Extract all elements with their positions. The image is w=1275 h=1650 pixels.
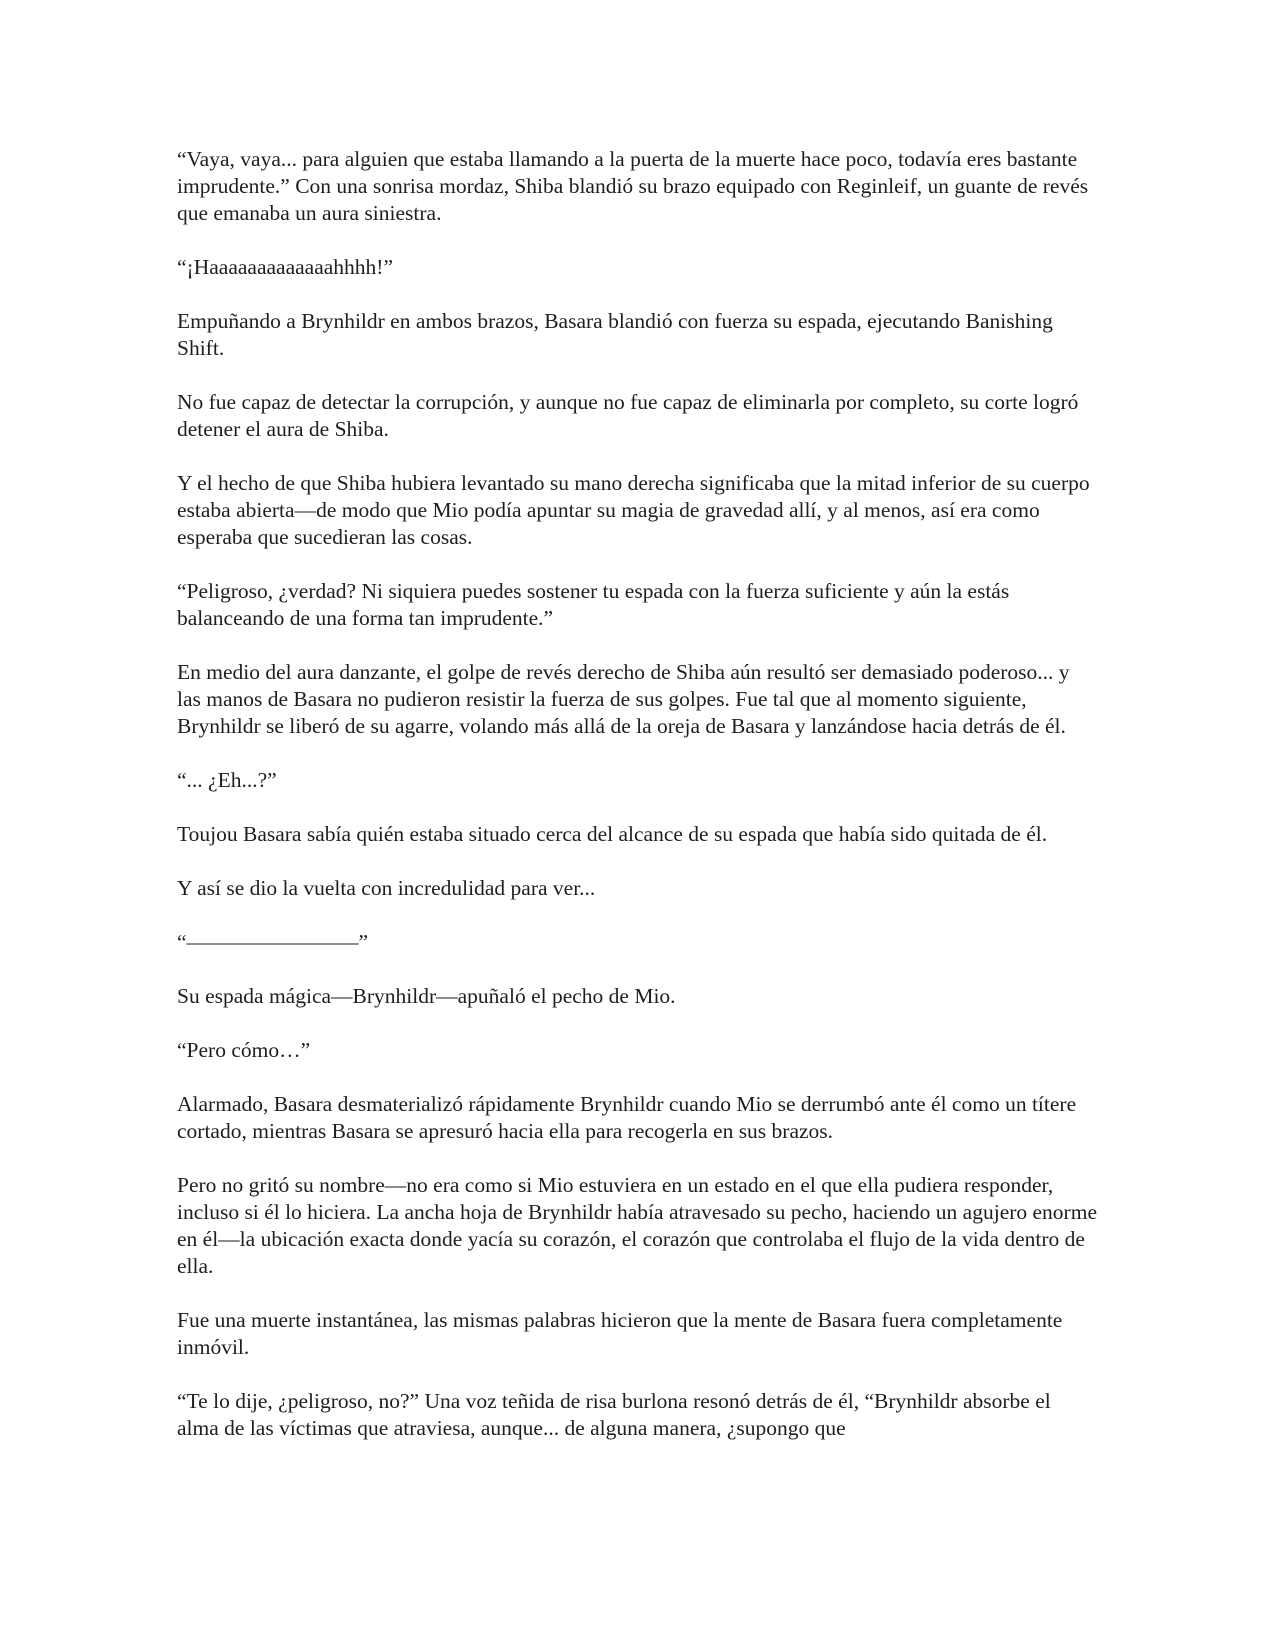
paragraph: Fue una muerte instantánea, las mismas palabras hicieron que la mente de Basara fuera completamente inmóvil. — [177, 1308, 1063, 1359]
paragraph: “Pero cómo…” — [177, 1038, 311, 1062]
paragraph: En medio del aura danzante, el golpe de revés derecho de Shiba aún resultó ser demasiado poderoso... y las manos de Basara no pudieron resistir la fuerza de sus golpes. Fue tal que al momento siguiente, Brynhildr se liberó de su agarre, volando más allá de la oreja de Basara y lanzándose hacia detrás de él. — [177, 660, 1070, 738]
document-body — [177, 146, 1097, 1442]
paragraph: No fue capaz de detectar la corrupción, y aunque no fue capaz de eliminarla por completo, su corte logró detener el aura de Shiba. — [177, 390, 1079, 441]
paragraph: Su espada mágica—Brynhildr—apuñaló el pecho de Mio. — [177, 984, 676, 1008]
paragraph: Empuñando a Brynhildr en ambos brazos, Basara blandió con fuerza su espada, ejecutando Banishing Shift. — [177, 309, 1053, 360]
paragraph: Pero no gritó su nombre—no era como si Mio estuviera en un estado en el que ella pudiera responder, incluso si él lo hiciera. La ancha hoja de Brynhildr había atravesado su pecho, haciendo un agujero enorme en él—la ubicación exacta donde yacía su corazón, el corazón que controlaba el flujo de la vida dentro de ella. — [177, 1173, 1097, 1278]
paragraph: Y así se dio la vuelta con incredulidad para ver... — [177, 876, 596, 900]
paragraph: “Te lo dije, ¿peligroso, no?” Una voz teñida de risa burlona resonó detrás de él, “Brynhildr absorbe el alma de las víctimas que atraviesa, aunque... de alguna manera, ¿supongo que — [177, 1389, 1051, 1440]
paragraph: “... ¿Eh...?” — [177, 768, 277, 792]
paragraph: “¡Haaaaaaaaaaaaahhhh!” — [177, 255, 393, 279]
paragraph: “Vaya, vaya... para alguien que estaba llamando a la puerta de la muerte hace poco, todavía eres bastante imprudente.” Con una sonrisa mordaz, Shiba blandió su brazo equipado con Reginleif, un guante de revés que emanaba un aura siniestra. — [177, 147, 1089, 225]
paragraph: Toujou Basara sabía quién estaba situado cerca del alcance de su espada que había sido quitada de él. — [177, 822, 1048, 846]
paragraph: Y el hecho de que Shiba hubiera levantado su mano derecha significaba que la mitad inferior de su cuerpo estaba abierta—de modo que Mio podía apuntar su magia de gravedad allí, y al menos, así era como esperaba que sucedieran las cosas. — [177, 471, 1090, 549]
paragraph: “————————” — [177, 930, 369, 954]
paragraph: Alarmado, Basara desmaterializó rápidamente Brynhildr cuando Mio se derrumbó ante él como un títere cortado, mientras Basara se apresuró hacia ella para recogerla en sus brazos. — [177, 1092, 1077, 1143]
paragraph: “Peligroso, ¿verdad? Ni siquiera puedes sostener tu espada con la fuerza suficiente y aún la estás balanceando de una forma tan imprudente.” — [177, 579, 1010, 630]
